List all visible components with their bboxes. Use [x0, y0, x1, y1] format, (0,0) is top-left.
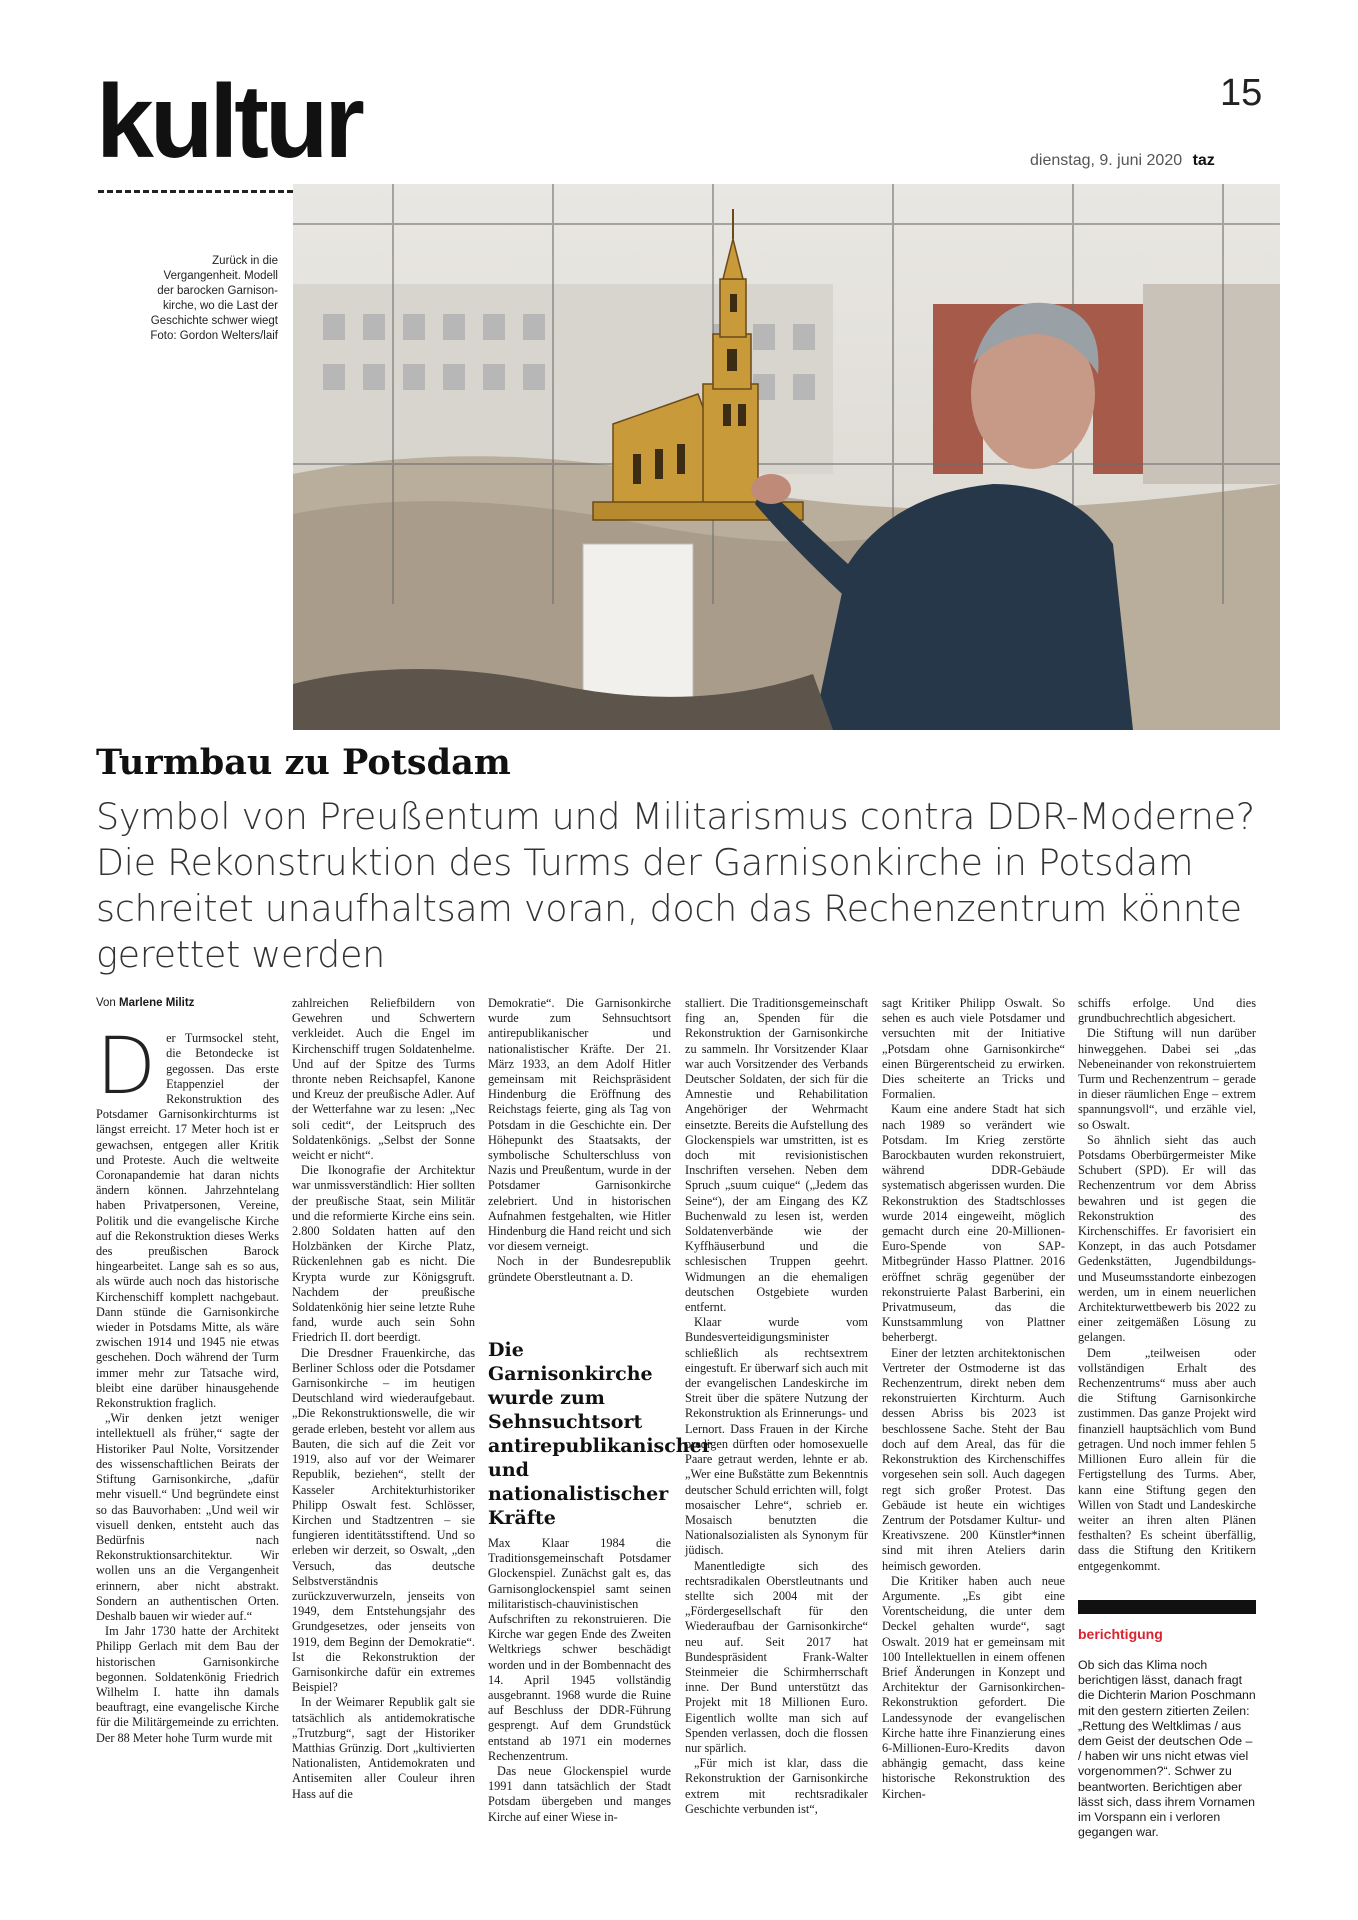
paragraph: Die Ikonografie der Architektur war unmissverständlich: Hier sollten der preußische Staat, sein Militär und die reformierte Kirche eins sein. 2.800 Soldaten hatten auf den Holzbänken der Kirche Platz, Rückenlehnen gab es nicht. Die Krypta wurde zur Königsgruft. Nachdem der preußische Soldatenkönig hier seine letzte Ruhe fand, wurde auch sein Sohn Friedrich II. dort beerdigt. [292, 1163, 475, 1345]
paragraph: Noch in der Bundesrepublik gründete Oberstleutnant a. D. [488, 1254, 671, 1284]
paragraph: Die Stiftung will nun darüber hinweggehen. Dabei sei „das Nebeneinander von rekonstruiertem Turm und Rechenzentrum – gerade in dieser räumlichen Enge – extrem spannungsvoll“, und erzähle viel, so Oswalt. [1078, 1026, 1256, 1132]
paragraph: Das neue Glockenspiel wurde 1991 dann tatsächlich der Stadt Potsdam übergeben und manges Kirche auf einer Wiese in- [488, 1764, 671, 1824]
correction-text: Ob sich das Klima noch berichtigen lässt, danach fragt die Dichterin Marion Poschmann mit den gestern zitierten Zeilen: „Rettung des Weltklimas / aus dem Geist der deutschen Ode – / haben wir uns nicht etwas viel vorgenommen?“. Schwer zu beantworten. Berichtigen aber lässt sich, dass ihrem Vornamen im Vorspann ein i verloren gegangen war. [1078, 1658, 1256, 1840]
paragraph: sagt Kritiker Philipp Oswalt. So sehen es auch viele Potsdamer und versuchten mit der Initiative „Potsdam ohne Garnisonkirche“ einen Bürgerentscheid zu erwirken. Dies scheiterte an Tricks und Formalien. [882, 996, 1065, 1102]
paragraph: So ähnlich sieht das auch Potsdams Oberbürgermeister Mike Schubert (SPD). Er will das Rechenzentrum vor dem Abriss bewahren und ist gegen die Rekonstruktion des Kirchenschiffes. Er favorisiert ein Konzept, in das auch Potsdamer Gedenkstätten, Jugendbildungs- und Museumsstandorte einbezogen werden, um in einem neuerlichen Architekturwettbewerb bis 2022 zu einer zeitgemäßen Lösung zu gelangen. [1078, 1132, 1256, 1345]
paragraph: „Wir denken jetzt weniger intellektuell als früher,“ sagte der Historiker Paul Nolte, Vorsitzender des wissenschaftlichen Beirats der Stiftung Garnisonkirche, „dafür mehr visuell.“ Und begründete einst so das Bauvorhaben: „Und weil wir visuell denken, entsteht auch das Bedürfnis nach Rekonstruktionsarchitektur. Wir wollen uns an die Vergangenheit erinnern, aber nicht abstrakt. Sondern an authentischen Orten. Deshalb bauen wir wieder auf.“ [96, 1411, 279, 1623]
paragraph: Einer der letzten architektonischen Vertreter der Ostmoderne ist das Rechenzentrum, direkt neben dem rekonstruierten Kirchturm. Auch dessen Abriss bis 2023 ist beschlossene Sache. Steht der Bau doch auf dem Areal, das für die Rekonstruktion des Kirchenschiffes vorgesehen sein soll. Auch dagegen regt sich großer Protest. Das Gebäude ist heute ein wichtiges Zentrum der Potsdamer Kultur- und Kreativszene. 200 Künstler*innen sind mit ihren Ateliers darin heimisch geworden. [882, 1345, 1065, 1573]
church-model-photo [293, 184, 1280, 730]
paragraph: Die Dresdner Frauenkirche, das Berliner Schloss oder die Potsdamer Garnisonkirche – im heutigen Deutschland wird wiederaufgebaut. „Die Rekonstruktionswelle, die wir gerade erleben, besteht vor allem aus Bauten, die sich auf die Zeit vor 1919, also auf vor der Weimarer Republik, beziehen“, stellt der Kasseler Architekturhistoriker Philipp Oswalt fest. Schlösser, Kirchen und Stadtzentren – sie fungieren identitätsstiftend. Und so erleben wir derzeit, so Oswalt, „den Versuch, das deutsche Selbstverständnis zurückzuverwurzeln, jenseits von 1949, dem Entstehungsjahr des Grundgesetzes, oder jenseits von 1919, dem Beginn der Demokratie“. Ist die Rekonstruktion der Garnisonkirche dafür ein extremes Beispiel? [292, 1345, 475, 1695]
article-column-4 [685, 996, 868, 1817]
lead-photo [293, 184, 1280, 730]
paragraph: Im Jahr 1730 hatte der Architekt Philipp Gerlach mit dem Bau der historischen Garnisonkirche begonnen. Soldatenkönig Friedrich Wilhelm I. hatte ihn damals beauftragt, eine evangelische Kirche für die Militärgemeinde zu errichten. Der 88 Meter hohe Turm wurde mit [96, 1624, 279, 1745]
lead-paragraph [96, 1022, 279, 1411]
paragraph: Manentledigte sich des rechtsradikalen Oberstleutnants und stellte sich 2004 mit der „Fördergesellschaft für den Wiederaufbau der Garnisonkirche“ neu auf. Seit 2017 hat Bundespräsident Frank-Walter Steinmeier die Schirmherrschaft inne. Der Bund unterstützt das Projekt mit 18 Millionen Euro. Eigentlich wollte man sich auf Spenden verlassen, doch die flossen nur spärlich. [685, 1558, 868, 1755]
paragraph: zahlreichen Reliefbildern von Gewehren und Schwertern verkleidet. Auch die Engel im Kirchenschiff trugen Soldatenhelme. Und auf der Spitze des Turms thronte neben Reichsapfel, Kanone und Kreuz der preußische Adler. Auf der Wetterfahne war zu lesen: „Nec soli cedit“, der Leitspruch des Soldatenkönigs. „Selbst der Sonne weicht er nicht“. [292, 996, 475, 1163]
correction-title: berichtigung [1078, 1626, 1163, 1642]
paragraph: „Für mich ist klar, dass die Rekonstruktion der Garnisonkirche extrem mit rechtsradikaler Geschichte verbunden ist“, [685, 1756, 868, 1816]
page-number: 15 [1220, 72, 1263, 114]
caption-text: Zurück in die Vergangenheit. Modell der barocken Garnison-kirche, wo die Last der Geschichte schwer wiegt [150, 255, 278, 327]
article-column-1 [96, 996, 279, 1746]
paragraph: Klaar wurde vom Bundesverteidigungsminister schließlich als rechtsextrem eingestuft. Er überwarf sich auch mit der evangelischen Landeskirche im Streit über die spätere Nutzung der Rekonstruktion als Erinnerungs- und Lernort. Dass Frauen in der Kirche predigen dürften oder homosexuelle Paare getraut werden, lehnte er ab. „Wer eine Bußstätte zum Bekenntnis deutscher Schuld errichten will, folgt mosaischer Lehre“, schrieb er. Mosaisch benutzten die Nationalsozialisten als Synonym für jüdisch. [685, 1315, 868, 1558]
paragraph: Demokratie“. Die Garnisonkirche wurde zum Sehnsuchtsort antirepublikanischer und nationalistischer Kräfte. Der 21. März 1933, an dem Adolf Hitler gemeinsam mit Reichspräsident Hindenburg die Eröffnung des Reichstags feierte, ging als Tag von Potsdam in die Geschichte ein. Der Höhepunkt des Staatsakts, der symbolische Schulterschluss von Nazis und Preußentum, wurde in der Potsdamer Garnisonkirche zelebriert. Und in historischen Aufnahmen festgehalten, wie Hitler Hindenburg die Hand reicht und sich vor diesem verneigt. [488, 996, 671, 1254]
paragraph: Kaum eine andere Stadt hat sich nach 1989 so verändert wie Potsdam. Im Krieg zerstörte Barockbauten wurden rekonstruiert, während DDR-Gebäude systematisch abgerissen wurden. Die Rekonstruktion des Stadtschlosses wurde 2014 eingeweiht, möglich gemacht durch eine 20-Millionen-Euro-Spende von SAP-Mitbegründer Hasso Plattner. 2016 eröffnet schräg gegenüber der rekonstruierte Palast Barberini, ein Privatmuseum, das die Kunstsammlung von Plattner beherbergt. [882, 1102, 1065, 1345]
paragraph: Die Kritiker haben auch neue Argumente. „Es gibt eine Vorentscheidung, die unter dem Deckel gehalten wurde“, sagt Oswalt. 2019 hat er gemeinsam mit 100 Intellektuellen in einem offenen Brief Änderungen in Konzept und Architektur der Garnisonkirchen-Rekonstruktion gefordert. Die Landessynode der evangelischen Kirche hatte ihre Finanzierung eines 6-Millionen-Euro-Kredits davon abhängig gemacht, dass keine historische Rekonstruktion des Kirchen- [882, 1573, 1065, 1801]
byline-prefix: Von [96, 997, 116, 1009]
dateline [1030, 152, 1215, 170]
article-column-3-cont [488, 1536, 671, 1825]
correction-bar [1078, 1600, 1256, 1614]
photo-caption [150, 254, 278, 344]
byline [96, 996, 279, 1011]
paragraph: schiffs erfolge. Und dies grundbuchrechtlich abgesichert. [1078, 996, 1256, 1026]
brand-logo: taz [1192, 152, 1215, 169]
article-column-2 [292, 996, 475, 1802]
photo-credit: Foto: Gordon Welters/laif [150, 330, 278, 342]
paragraph: Dem „teilweisen oder vollständigen Erhalt des Rechenzentrums“ muss aber auch die Stiftung Garnisonkirche zustimmen. Das ganze Projekt wird finanziell hauptsächlich vom Bund getragen. Und noch immer fehlen 5 Millionen Euro allein für die Fertigstellung des Turms. Aber, kann eine Stiftung gegen den Willen von Stadt und Landeskirche weiter an ihren alten Plänen festhalten? Es scheint überfällig, dass die Stiftung den Kritikern entgegenkommt. [1078, 1345, 1256, 1573]
pull-quote: Die Garnisonkirche wurde zum Sehnsuchtsort antirepublikanischer und nationalistischer Kräfte [488, 1339, 712, 1529]
article-subheadline: Symbol von Preußentum und Militarismus contra DDR-Moderne? Die Rekonstruktion des Turms der Garnisonkirche in Potsdam schreitet unaufhaltsam voran, doch das Rechenzentrum könnte gerettet werden [96, 795, 1255, 976]
author-name: Marlene Militz [119, 997, 195, 1009]
article-headline: Turmbau zu Potsdam [96, 742, 511, 783]
paragraph: In der Weimarer Republik galt sie tatsächlich als antidemokratische „Trutzburg“, sagt der Historiker Matthias Grünzig. Dort „kultivierten Nationalisten, Antidemokraten und Antisemiten aller Couleur ihren Hass auf die [292, 1695, 475, 1801]
article-column-5 [882, 996, 1065, 1802]
article-column-3 [488, 996, 671, 1285]
article-column-6 [1078, 996, 1256, 1574]
paragraph: Max Klaar 1984 die Traditionsgemeinschaft Potsdamer Glockenspiel. Zunächst galt es, das Garnisonglockenspiel samt seinen militaristisch-chauvinistischen Aufschriften zu rekonstruieren. Die Kirche war gegen Ende des Zweiten Weltkriegs schwer beschädigt worden und in der Bombennacht des 14. April 1945 vollständig ausgebrannt. 1968 wurde die Ruine auf Beschluss der DDR-Führung gesprengt. Auf dem Grundstück entstand ab 1971 ein modernes Rechenzentrum. [488, 1536, 671, 1763]
issue-date: dienstag, 9. juni 2020 [1030, 152, 1183, 169]
drop-cap: D [96, 1022, 157, 1113]
paragraph: stalliert. Die Traditionsgemeinschaft fing an, Spenden für die Rekonstruktion der Garnisonkirche zu sammeln. Ihr Vorsitzender Klaar war auch Vorsitzender des Verbands Deutscher Soldaten, der sich für die Amnestie und Rehabilitation Angehöriger der Wehrmacht einsetzte. Bereits die Aufstellung des Glockenspiels war umstritten, ist es doch mit revisionistischen Inschriften versehen. Neben dem Spruch „suum cuique“ („Jedem das Seine“), der am Eingang des KZ Buchenwald zu lesen ist, werden Soldatenverbände wie der Kyffhäuserbund und die schlesischen Truppen geehrt. Widmungen an die ehemaligen deutschen Ostgebiete wurden entfernt. [685, 996, 868, 1315]
section-divider [98, 190, 293, 193]
section-title: kultur [96, 64, 361, 180]
lead-text: er Turmsockel steht, die Betondecke ist gegossen. Das erste Etappenziel der Rekonstruktion des Potsdamer Garnisonkirchturms ist längst erreicht. 17 Meter hoch ist er gewachsen, entgegen aller Kritik und Proteste. Auch die weltweite Coronapandemie hat daran nichts ändern können. Jahrzehntelang haben Privatpersonen, Vereine, Politik und die evangelische Kirche auf die Rekonstruktion dieses Werks des preußischen Barock hingearbeitet. Lange sah es so aus, als würde auch noch das historische Kirchenschiff komplett nachgebaut. Dann stünde die Garnisonkirche wieder in Potsdams Mitte, als wäre zwischen 1914 und 1945 nie etwas geschehen. Doch während der Turm immer mehr zur Tatsache wird, bleibt eine darüber hinausgehende Rekonstruktion fraglich. [96, 1031, 279, 1411]
